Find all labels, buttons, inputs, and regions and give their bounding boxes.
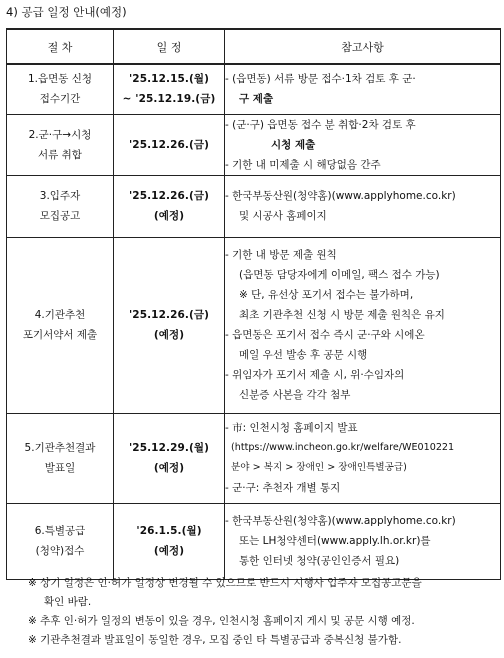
- notes-line: - (읍면동) 서류 방문 접수·1차 검토 후 군·: [225, 73, 416, 86]
- step-cell: [7, 175, 114, 237]
- step-line: 모집공고: [39, 210, 81, 222]
- step-line: 1.읍면동 신청: [27, 73, 93, 86]
- footnote-continuation: 확인 바람.: [44, 596, 92, 608]
- date-line: (예정): [153, 329, 185, 341]
- notes-line: ※ 단, 유선상 포기서 접수는 불가하며,: [239, 289, 414, 301]
- notes-cell: [225, 413, 501, 503]
- date-cell: [114, 413, 225, 503]
- header-step: 절 차: [7, 29, 114, 64]
- section-heading: 4) 공급 일정 안내(예정): [6, 5, 127, 19]
- date-cell: [114, 114, 225, 175]
- notes-line: - 한국부동산원(청약홈)(www.applyhome.co.kr): [225, 190, 456, 202]
- notes-line: - 한국부동산원(청약홈)(www.applyhome.co.kr): [225, 515, 456, 527]
- notes-line: 구 제출: [239, 93, 274, 106]
- notes-line: 통한 인터넷 청약(공인인증서 필요): [239, 555, 400, 567]
- date-line: '25.12.15.(월): [128, 73, 210, 86]
- supply-schedule-table: [6, 28, 501, 580]
- date-line: '25.12.29.(월): [128, 442, 210, 454]
- table-row: [7, 413, 501, 503]
- table-row: [7, 503, 501, 579]
- footnote: ※ 기관추천결과 발표일이 동일한 경우, 모집 중인 타 특별공급과 중복신청 불가함.: [28, 634, 402, 646]
- date-cell: [114, 237, 225, 413]
- notes-line: - 기한 내 미제출 시 해당없음 간주: [225, 158, 381, 171]
- notes-line: 및 시공사 홈페이지: [239, 210, 327, 222]
- date-line: '25.12.26.(금): [128, 309, 210, 321]
- header-notes: 참고사항: [225, 29, 501, 64]
- step-line: 발표일: [44, 462, 76, 474]
- notes-line: 메일 우선 발송 후 공문 시행: [239, 349, 368, 361]
- notes-cell: [225, 64, 501, 114]
- date-cell: [114, 503, 225, 579]
- step-cell: [7, 114, 114, 175]
- step-line: 3.입주자: [39, 190, 81, 202]
- notes-line: 최초 기관추천 신청 시 방문 제출 원칙은 유지: [239, 309, 445, 321]
- date-line: (예정): [153, 545, 185, 557]
- step-line: 접수기간: [39, 93, 81, 106]
- notes-line: 또는 LH청약센터(www.apply.lh.or.kr)를: [239, 535, 431, 547]
- table-row: [7, 64, 501, 114]
- notes-cell: [225, 175, 501, 237]
- step-cell: [7, 413, 114, 503]
- step-line: 4.기관추천: [34, 309, 86, 321]
- step-line: (청약)접수: [35, 545, 85, 557]
- table-header-row: [7, 29, 501, 64]
- step-line: 2.군·구→시청: [28, 128, 92, 141]
- notes-cell: [225, 237, 501, 413]
- footnotes: [28, 574, 498, 650]
- notes-line: (읍면동 담당자에게 이메일, 팩스 접수 가능): [239, 269, 440, 281]
- notes-line: - (군·구) 읍면동 접수 분 취합·2차 검토 후: [225, 118, 416, 131]
- step-line: 5.기관추천결과: [24, 442, 96, 454]
- step-cell: [7, 64, 114, 114]
- table-row: [7, 175, 501, 237]
- step-line: 포기서약서 제출: [22, 329, 98, 341]
- date-cell: [114, 64, 225, 114]
- footnote: ※ 추후 인·허가 일정의 변동이 있을 경우, 인천시청 홈페이지 게시 및 공문 시행 예정.: [28, 615, 415, 627]
- header-date: 일 정: [114, 29, 225, 64]
- notes-line: - 市: 인천시청 홈페이지 발표: [225, 422, 358, 434]
- notes-line: 시청 제출: [271, 138, 316, 151]
- notes-line: - 위임자가 포기서 제출 시, 위·수임자의: [225, 369, 405, 381]
- date-line: (예정): [153, 462, 185, 474]
- footnote: ※ 상기 일정은 인·허가 일정상 변경될 수 있으므로 반드시 시행사 입주자 모집공고문을: [28, 577, 422, 589]
- date-line: ~ '25.12.19.(금): [122, 93, 216, 106]
- notes-cell: [225, 114, 501, 175]
- notes-line: - 군·구: 추천자 개별 통지: [225, 482, 341, 494]
- step-cell: [7, 237, 114, 413]
- notes-line: - 기한 내 방문 제출 원칙: [225, 249, 337, 261]
- notes-line: (https://www.incheon.go.kr/welfare/WE010221: [231, 442, 455, 453]
- notes-line: - 읍면동은 포기서 접수 즉시 군·구와 시에온: [225, 329, 425, 341]
- table-row: [7, 237, 501, 413]
- date-line: (예정): [153, 210, 185, 222]
- date-line: '26.1.5.(월): [136, 525, 202, 537]
- step-cell: [7, 503, 114, 579]
- notes-line: 분야 > 복지 > 장애인 > 장애인특별공급): [231, 462, 407, 473]
- notes-cell: [225, 503, 501, 579]
- notes-line: 신분증 사본을 각각 첨부: [239, 389, 351, 401]
- date-cell: [114, 175, 225, 237]
- date-line: '25.12.26.(금): [128, 190, 210, 202]
- date-line: '25.12.26.(금): [128, 138, 210, 151]
- table-row: [7, 114, 501, 175]
- step-line: 서류 취합: [38, 148, 82, 161]
- step-line: 6.특별공급: [34, 525, 86, 537]
